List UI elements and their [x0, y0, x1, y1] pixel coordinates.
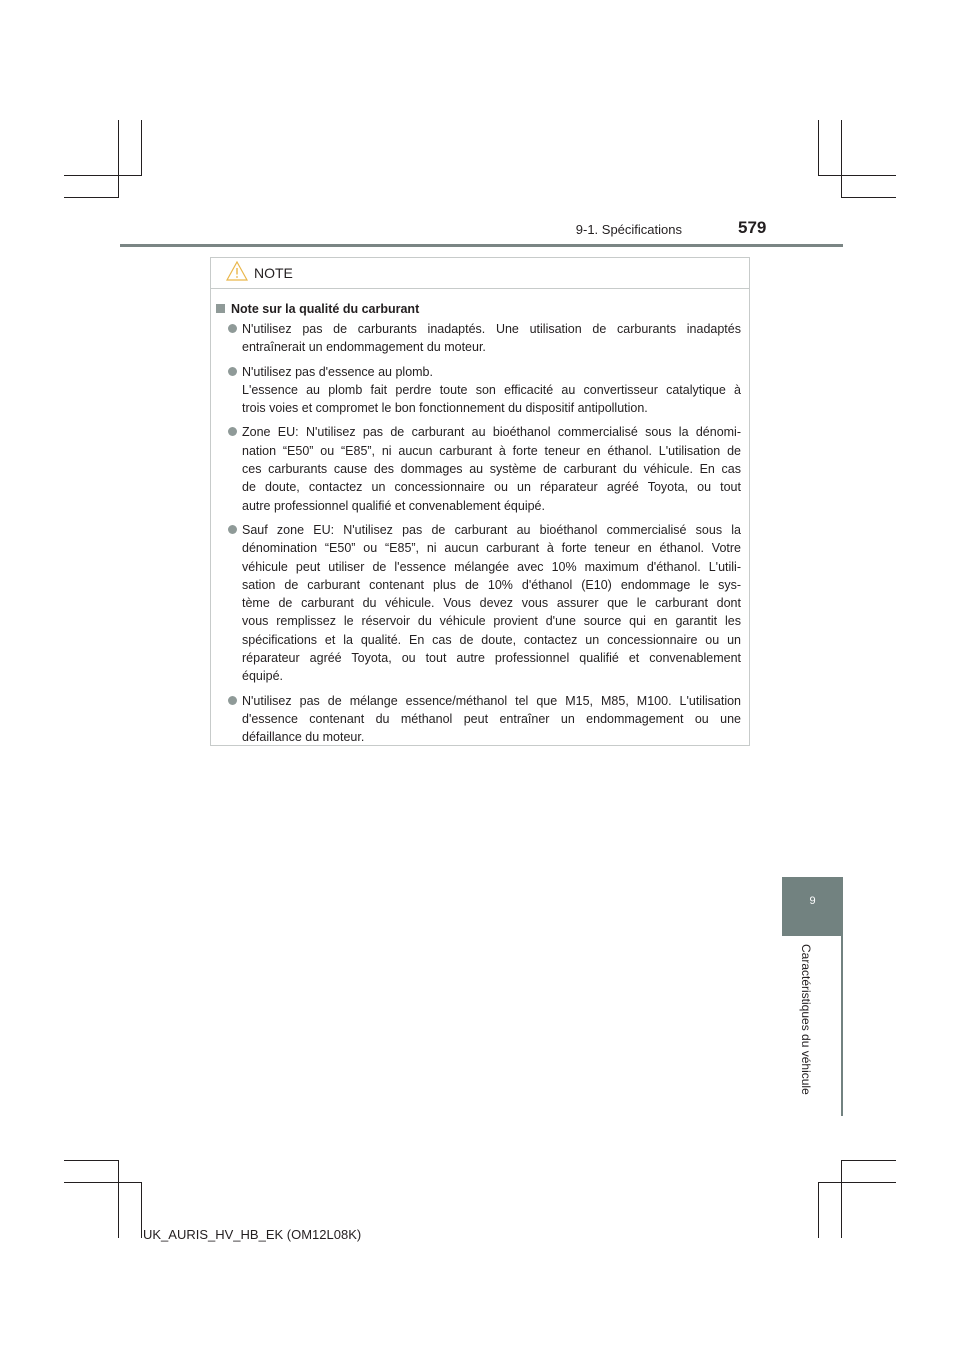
chapter-title: Caractéristiques du véhicule [799, 944, 813, 1095]
bullet-line: défaillance du moteur. [242, 730, 365, 745]
bullet-line: entraînerait un endommagement du moteur. [242, 340, 486, 355]
crop-mark [64, 197, 119, 198]
square-bullet-icon [216, 304, 225, 313]
bullet-line: réparateur agréé Toyota, ou tout autre professionnel qualifié et convenablement [242, 651, 741, 666]
crop-mark [141, 1182, 142, 1238]
header-rule [120, 244, 843, 247]
bullet-item [211, 363, 749, 418]
crop-mark [841, 120, 842, 198]
bullet-item [211, 692, 749, 747]
note-body [211, 300, 749, 753]
crop-mark [841, 1160, 842, 1238]
crop-mark [841, 197, 896, 198]
bullet-line: équipé. [242, 669, 284, 684]
bullet-line: tème de carburant du véhicule. Vous devez vous assurer que le carburant dont [242, 596, 741, 611]
bullet-line: nation “E50” ou “E85”, ni aucun carburant à forte teneur en éthanol. L'utilisation de [242, 443, 741, 458]
crop-mark [64, 1182, 142, 1183]
chapter-tab [782, 877, 843, 936]
bullet-line: L'essence au plomb fait perdre toute son efficacité au convertisseur catalytique à [242, 382, 741, 397]
crop-mark [118, 120, 119, 198]
page-number: 579 [738, 218, 767, 237]
bullet-line: trois voies et compromet le bon fonctionnement du dispositif antipollution. [242, 401, 648, 416]
warning-triangle-icon [226, 261, 248, 281]
crop-mark [841, 1160, 896, 1161]
bullet-line: spécifications et la qualité. En cas de doute, contactez un concessionnaire ou un [242, 632, 741, 647]
bullet-line: de doute, contactez un concessionnaire ou un réparateur agréé Toyota, ou tout [242, 480, 741, 495]
note-topic [211, 300, 749, 320]
bullet-dot-icon [228, 696, 237, 705]
crop-mark [64, 1160, 119, 1161]
bullet-line: vous remplissez le réservoir du véhicule provient d'une source qui en garantit les [242, 614, 741, 629]
crop-mark [818, 175, 896, 176]
bullet-line: véhicule peut utiliser de l'essence mélangée avec 10% maximum d'éthanol. L'utili- [242, 559, 741, 574]
bullet-line: N'utilisez pas de carburants inadaptés. Une utilisation de carburants inadaptés [242, 322, 741, 336]
bullet-dot-icon [228, 525, 237, 534]
chapter-number: 9 [809, 895, 816, 907]
section-title: 9-1. Spécifications [575, 222, 682, 237]
bullet-line: d'essence contenant du méthanol peut entraîner un endommagement ou une [242, 711, 741, 726]
crop-mark [118, 1160, 119, 1238]
bullet-dot-icon [228, 367, 237, 376]
bullet-line: sation de carburant contenant plus de 10% d'éthanol (E10) endommage le sys- [242, 577, 741, 592]
bullet-line: Sauf zone EU: N'utilisez pas de carburant au bioéthanol commercialisé sous la [242, 522, 741, 537]
note-topic-title: Note sur la qualité du carburant [231, 302, 420, 316]
crop-mark [818, 120, 819, 176]
bullet-line: Zone EU: N'utilisez pas de carburant au bioéthanol commercialisé sous la dénomi- [242, 425, 741, 440]
note-label: NOTE [254, 265, 293, 281]
bullet-line: N'utilisez pas d'essence au plomb. [242, 364, 433, 379]
chapter-title-container [795, 944, 813, 1109]
chapter-rule [841, 936, 843, 1116]
bullet-line: ces carburants cause des dommages au système de carburant du véhicule. En cas [242, 462, 741, 477]
bullet-line: autre professionnel qualifié et convenablement équipé. [242, 498, 545, 513]
bullet-item [211, 521, 749, 686]
note-box [210, 257, 750, 746]
bullet-line: N'utilisez pas de mélange essence/méthanol tel que M15, M85, M100. L'utilisation [242, 693, 741, 708]
footer-code: UK_AURIS_HV_HB_EK (OM12L08K) [143, 1227, 362, 1242]
crop-mark [64, 175, 142, 176]
bullet-item [211, 423, 749, 514]
note-header [211, 258, 749, 289]
bullet-dot-icon [228, 324, 237, 333]
bullet-line: dénomination “E50” ou “E85”, ni aucun carburant à forte teneur en éthanol. Votre [242, 541, 741, 556]
crop-mark [141, 120, 142, 176]
bullet-dot-icon [228, 427, 237, 436]
bullet-item [211, 320, 749, 357]
crop-mark [818, 1182, 896, 1183]
crop-mark [818, 1182, 819, 1238]
